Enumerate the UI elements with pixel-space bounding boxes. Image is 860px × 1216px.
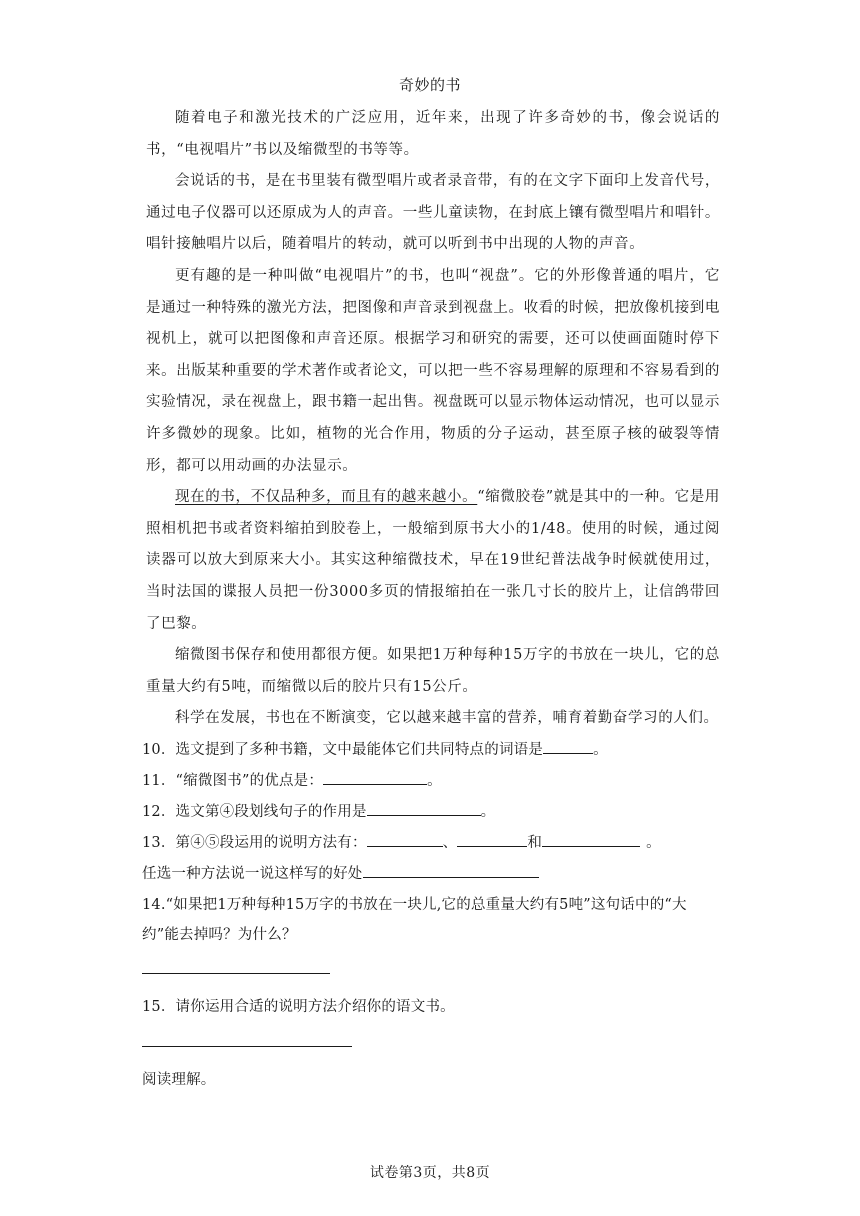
paragraph-4-rest: “缩微胶卷”就是其中的一种。它是用照相机把书或者资料缩拍到胶卷上，一般缩到原书大小的1/48。使用的时候，通过阅读器可以放大到原来大小。其实这种缩微技术，早在19世纪普法战争时候就使用过，当时法国的谍报人员把一份3000多页的情报缩拍在一张几寸长的胶片上，让信鸽带回了巴黎。 [146,489,720,632]
paragraph-2: 会说话的书，是在书里装有微型唱片或者录音带，有的在文字下面印上发音代号，通过电子仪器可以还原成为人的声音。一些儿童读物，在封底上镶有微型唱片和唱针。唱针接触唱片以后，随着唱片的转动，就可以听到书中出现的人物的声音。 [146,173,720,253]
answer-line-14[interactable] [142,972,330,974]
answer-blank-13c[interactable] [542,831,640,847]
answer-blank-12[interactable] [367,800,481,816]
paragraph-3: 更有趣的是一种叫做“电视唱片”的书，也叫“视盘”。它的外形像普通的唱片，它是通过一种特殊的激光方法，把图像和声音录到视盘上。收看的时候，把放像机接到电视机上，就可以把图像和声音还原。根据学习和研究的需要，还可以使画面随时停下来。出版某种重要的学术著作或者论文，可以把一些不容易理解的原理和不容易看到的实验情况，录在视盘上，跟书籍一起出售。视盘既可以显示物体运动情况，也可以显示许多微妙的现象。比如，植物的光合作用，物质的分子运动，甚至原子核的破裂等情形，都可以用动画的办法显示。 [146,267,720,474]
question-13-followup: 任选一种方法说一说这样写的好处 [142,859,720,890]
paragraph-6: 科学在发展，书也在不断演变，它以越来越丰富的营养，哺育着勤奋学习的人们。 [175,710,719,727]
answer-blank-13d[interactable] [363,862,539,878]
question-11: 11．“缩微图书”的优点是： 。 [142,766,720,797]
answer-blank-11[interactable] [323,769,427,785]
section-label: 阅读理解。 [142,1071,216,1088]
question-14: 14.“如果把1万种每种15万字的书放在一块儿,它的总重量大约有5吨”这句话中的“大约”能去掉吗？为什么？ [142,896,687,943]
answer-blank-13b[interactable] [457,831,527,847]
passage-body [142,103,720,1096]
answer-line-15[interactable] [142,1045,352,1047]
question-10: 10．选文提到了多种书籍，文中最能体它们共同特点的词语是 。 [142,735,720,766]
answer-blank-10[interactable] [543,738,593,754]
question-15: 15．请你运用合适的说明方法介绍你的语文书。 [142,998,455,1015]
question-12: 12．选文第④段划线句子的作用是 。 [142,797,720,828]
underlined-sentence: 现在的书，不仅品种多，而且有的越来越小。 [175,489,478,506]
answer-blank-13a[interactable] [367,831,443,847]
paragraph-1: 随着电子和激光技术的广泛应用，近年来，出现了许多奇妙的书，像会说话的书，“电视唱片”书以及缩微型的书等等。 [146,110,720,158]
page-footer: 试卷第3页，共8页 [369,1165,491,1181]
paragraph-4 [146,482,720,640]
question-13: 13．第④⑤段运用的说明方法有： 、 和 。 [142,828,720,859]
paragraph-5: 缩微图书保存和使用都很方便。如果把1万种每种15万字的书放在一块儿，它的总重量大约有5吨，而缩微以后的胶片只有15公斤。 [146,647,720,695]
passage-title: 奇妙的书 [398,76,461,94]
